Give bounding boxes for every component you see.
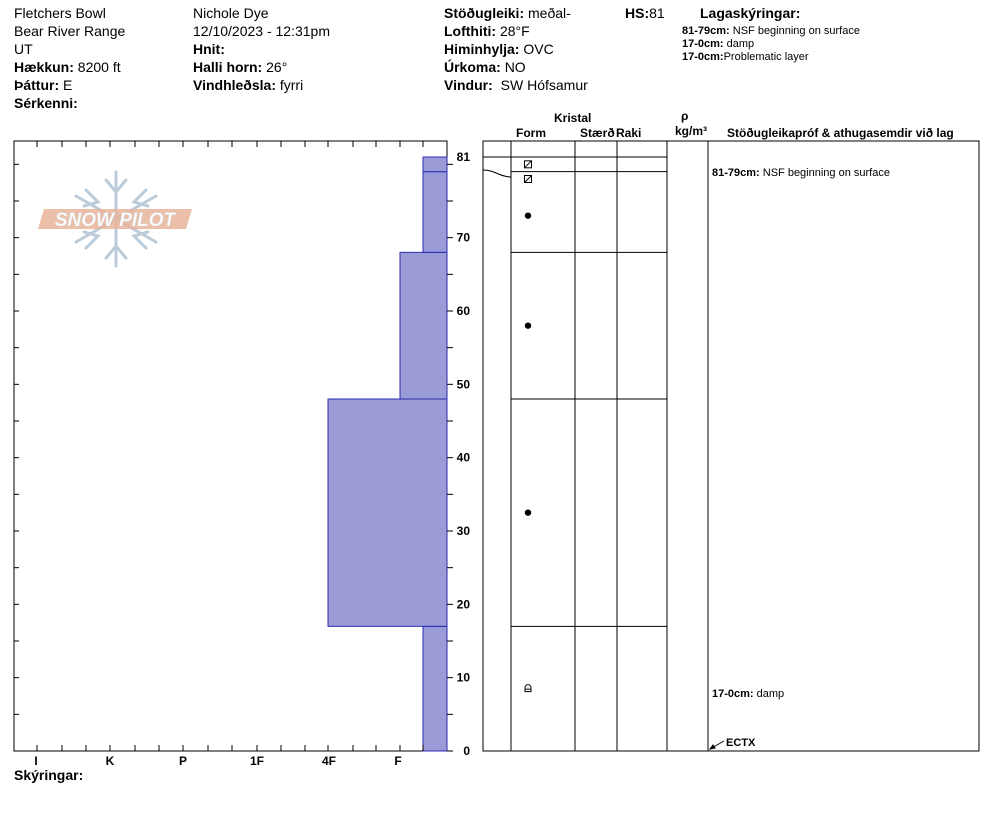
layer-table-frame	[483, 141, 979, 751]
snowpilot-logo	[38, 172, 192, 266]
grain-form-melt-icon	[525, 685, 531, 692]
hardness-bar	[400, 252, 447, 399]
crystal-header: Kristal	[554, 111, 592, 125]
y-tick-label: 30	[456, 524, 470, 538]
stability-value: meðal-	[528, 5, 571, 21]
state: UT	[14, 41, 33, 57]
aspect-label: Þáttur:	[14, 77, 60, 93]
legend-item-range: 17-0cm:	[682, 38, 724, 50]
x-tick-label: P	[178, 754, 188, 768]
hardness-bar	[328, 399, 447, 626]
aspect-value: E	[63, 77, 73, 93]
mountain-range: Bear River Range	[14, 23, 126, 39]
features-label: Sérkenni:	[14, 95, 78, 111]
depth-connector-line	[483, 170, 511, 177]
y-tick-label: 40	[456, 450, 470, 465]
observer-name: Nichole Dye	[193, 5, 269, 21]
size-header: Stærð	[580, 126, 615, 140]
rho-header: ρ	[681, 109, 689, 123]
layer-comment-range: 81-79cm:	[712, 167, 760, 179]
legend-item-range: 17-0cm:	[682, 51, 724, 63]
moisture-header: Raki	[616, 126, 642, 140]
grain-form-round-icon	[525, 509, 531, 515]
hardness-bar	[423, 626, 447, 751]
hs-label: HS:	[625, 5, 650, 21]
stability-label: Stöðugleiki:	[444, 5, 525, 21]
y-tick-label: 50	[456, 377, 470, 392]
grain-form-round-icon	[525, 212, 531, 218]
legend-item-text: damp	[726, 38, 755, 50]
comments-header: Stöðugleikapróf & athugasemdir við lag	[727, 126, 954, 140]
hardness-bar	[423, 172, 447, 253]
slope-label: Halli horn:	[193, 59, 263, 75]
elevation-value: 8200 ft	[77, 59, 121, 75]
x-tick-label: 4F	[321, 754, 337, 768]
stability-test-arrowhead	[710, 745, 715, 749]
slope-value: 26°	[266, 59, 288, 75]
y-tick-label: 0	[463, 744, 470, 758]
x-tick-label: 1F	[249, 754, 265, 768]
legend-item-range: 81-79cm:	[682, 25, 730, 37]
y-tick-label: 70	[456, 230, 470, 245]
wind-value: SW Hófsamur	[500, 77, 588, 93]
y-tick-label: 20	[456, 597, 470, 612]
location-name: Fletchers Bowl	[14, 5, 106, 21]
y-tick-label: 60	[456, 304, 470, 318]
grain-form-decomposed-slash	[525, 161, 532, 168]
x-tick-label: I	[34, 754, 38, 768]
grain-form-round-icon	[525, 322, 531, 328]
stability-test-label: ECTX	[726, 737, 756, 749]
legend-title: Lagaskýringar:	[700, 5, 801, 21]
legend-item-text: NSF beginning on surface	[732, 25, 860, 37]
air-temp-value: 28°F	[499, 23, 530, 39]
precip-value: NO	[504, 59, 526, 75]
coords-label: Hnit:	[193, 41, 225, 57]
observation-datetime: 12/10/2023 - 12:31pm	[193, 23, 330, 39]
y-tick-label: 10	[456, 670, 470, 685]
legend-item-text: Problematic layer	[723, 51, 809, 63]
wind-loading-label: Vindhleðsla:	[193, 77, 276, 93]
layer-comment-text: NSF beginning on surface	[762, 167, 890, 179]
x-tick-label: K	[105, 754, 115, 768]
air-temp-label: Lofthiti:	[444, 23, 497, 39]
form-header: Form	[516, 126, 546, 140]
precip-label: Úrkoma:	[444, 59, 501, 75]
layer-comment-range: 17-0cm:	[712, 688, 754, 700]
notes-label: Skýringar:	[14, 767, 84, 783]
layer-comment-text: damp	[756, 688, 785, 700]
grain-form-decomposed-slash	[525, 176, 532, 183]
wind-loading-value: fyrri	[279, 77, 304, 93]
y-tick-label: 81	[456, 150, 470, 164]
density-unit-header: kg/m³	[675, 124, 708, 138]
hs-value: 81	[649, 5, 665, 21]
sky-label: Himinhylja:	[444, 41, 520, 57]
wind-label: Vindur:	[444, 77, 493, 93]
logo-text: SNOW PILOT	[54, 210, 176, 231]
hardness-bar	[423, 157, 447, 172]
elevation-label: Hækkun:	[14, 59, 74, 75]
sky-value: OVC	[523, 41, 554, 57]
x-tick-label: F	[394, 754, 402, 768]
